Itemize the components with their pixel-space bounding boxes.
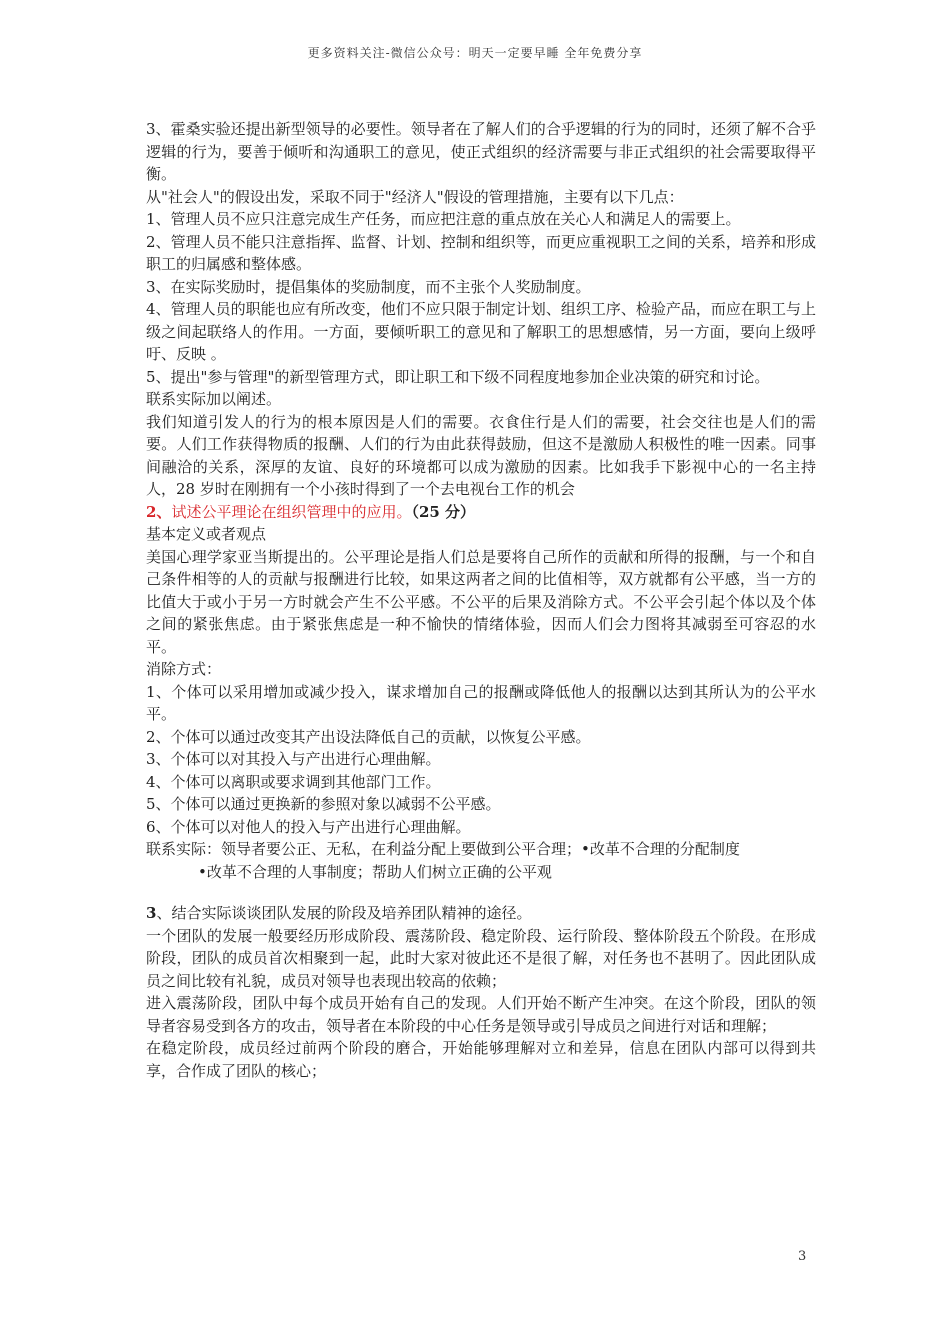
paragraph: 我们知道引发人的行为的根本原因是人们的需要。衣食住行是人们的需要，社会交往也是人们的需要。人们工作获得物质的报酬、人们的行为由此获得鼓励，但这不是激励人积极性的唯一因素。同事间融洽的关系，深厚的友谊、良好的环境都可以成为激励的因素。比如我手下影视中心的一名主持人，28 岁时在刚拥有一个小孩时得到了一个去电视台工作的机会	[146, 412, 816, 498]
paragraph: 4、个体可以离职或要求调到其他部门工作。	[146, 772, 441, 791]
paragraph: •改革不合理的人事制度；帮助人们树立正确的公平观	[198, 862, 552, 881]
paragraph: 基本定义或者观点	[146, 525, 267, 543]
paragraph: 在稳定阶段，成员经过前两个阶段的磨合，开始能够理解对立和差异，信息在团队内部可以得到共享，合作成了团队的核心；	[146, 1039, 816, 1080]
paragraph: 1、管理人员不应只注意完成生产任务，而应把注意的重点放在关心人和满足人的需要上。	[146, 210, 741, 228]
section-heading-2	[146, 501, 816, 524]
paragraph: 5、提出"参与管理"的新型管理方式，即让职工和下级不同程度地参加企业决策的研究和讨论。	[146, 367, 770, 386]
page-header: 更多资料关注-微信公众号：明天一定要早睡 全年免费分享	[307, 46, 643, 60]
paragraph: 2、管理人员不能只注意指挥、监督、计划、控制和组织等，而更应重视职工之间的关系，培养和形成 职工的归属感和整体感。	[146, 232, 816, 273]
heading-number: 3	[146, 904, 157, 922]
page-number: 3	[798, 1249, 807, 1264]
heading-number: 2、	[146, 502, 172, 521]
paragraph: 联系实际：领导者要公正、无私，在利益分配上要做到公平合理；•改革不合理的分配制度	[146, 840, 740, 858]
section-heading-3	[146, 902, 816, 925]
paragraph: 一个团队的发展一般要经历形成阶段、震荡阶段、稳定阶段、运行阶段、整体阶段五个阶段。在形成阶段，团队的成员首次相聚到一起，此时大家对彼此还不是很了解，对任务也不甚明了。因此团队成员之间比较有礼貌，成员对领导也表现出较高的依赖；	[146, 926, 816, 990]
paragraph: 3、个体可以对其投入与产出进行心理曲解。	[146, 750, 441, 768]
paragraph: 6、个体可以对他人的投入与产出进行心理曲解。	[146, 817, 471, 836]
heading-title: 、结合实际谈谈团队发展的阶段及培养团队精神的途径。	[156, 904, 532, 922]
paragraph: 1、个体可以采用增加或减少投入，谋求增加自己的报酬或降低他人的报酬以达到其所认为的公平水平。	[146, 682, 816, 723]
paragraph: 进入震荡阶段，团队中每个成员开始有自己的发现。人们开始不断产生冲突。在这个阶段，团队的领导者容易受到各方的攻击，领导者在本阶段的中心任务是领导或引导成员之间进行对话和理解；	[146, 994, 816, 1035]
section-gap	[146, 883, 816, 902]
paragraph: 3、在实际奖励时，提倡集体的奖励制度，而不主张个人奖励制度。	[146, 277, 591, 296]
paragraph: 联系实际加以阐述。	[146, 390, 282, 408]
heading-score: （25 分）	[411, 502, 476, 521]
paragraph: 从"社会人"的假设出发，采取不同于"经济人"假设的管理措施，主要有以下几点：	[146, 187, 684, 206]
heading-title: 试述公平理论在组织管理中的应用。	[171, 502, 412, 521]
paragraph: 5、个体可以通过更换新的参照对象以减弱不公平感。	[146, 795, 501, 813]
paragraph: 美国心理学家亚当斯提出的。公平理论是指人们总是要将自己所作的贡献和所得的报酬，与一个和自己条件相等的人的贡献与报酬进行比较，如果这两者之间的比值相等，双方就都有公平感，当一方的比值大于或小于另一方时就会产生不公平感。不公平的后果及消除方式。不公平会引起个体以及个体之间的紧张焦虑。由于紧张焦虑是一种不愉快的情绪体验，因而人们会力图将其减弱至可容忍的水平。	[146, 547, 816, 656]
paragraph: 3、霍桑实验还提出新型领导的必要性。领导者在了解人们的合乎逻辑的行为的同时，还须了解不合乎逻辑的行为，要善于倾听和沟通职工的意见，使正式组织的经济需要与非正式组织的社会需要取得平衡。	[146, 120, 816, 183]
paragraph: 4、管理人员的职能也应有所改变，他们不应只限于制定计划、组织工序、检验产品，而应在职工与上级之间起联络人的作用。一方面，要倾听职工的意见和了解职工的思想感情，另一方面，要向上级呼吁、反映 。	[146, 300, 816, 363]
paragraph: 消除方式：	[146, 660, 222, 678]
document-body	[146, 118, 816, 1082]
paragraph: 2、个体可以通过改变其产出设法降低自己的贡献，以恢复公平感。	[146, 727, 591, 746]
